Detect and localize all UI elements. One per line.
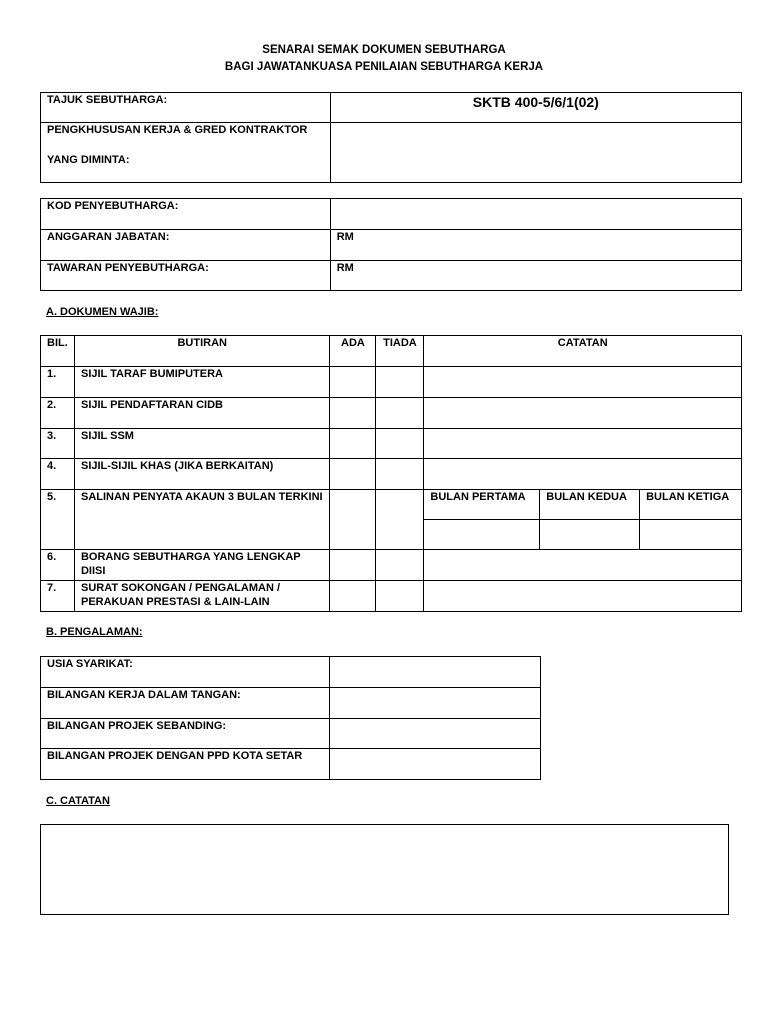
tiada-cell[interactable] xyxy=(376,367,424,398)
ada-cell[interactable] xyxy=(330,367,376,398)
row-bil: 5. xyxy=(41,490,75,550)
tiada-cell[interactable] xyxy=(376,459,424,490)
tiada-cell[interactable] xyxy=(376,398,424,429)
table-header-row xyxy=(41,336,742,367)
row-butiran: BORANG SEBUTHARGA YANG LENGKAP DIISI xyxy=(74,550,329,581)
pengkhususan-label: PENGKHUSUSAN KERJA & GRED KONTRAKTOR xyxy=(47,124,308,136)
ada-cell[interactable] xyxy=(330,581,376,612)
tajuk-label: TAJUK SEBUTHARGA: xyxy=(41,93,331,123)
usia-label: USIA SYARIKAT: xyxy=(41,657,330,688)
row-bil: 3. xyxy=(41,429,75,459)
bulan-kedua-label: BULAN KEDUA xyxy=(540,490,640,520)
kerja-dalam-tangan-label: BILANGAN KERJA DALAM TANGAN: xyxy=(41,688,330,719)
projek-ppd-value[interactable] xyxy=(330,749,541,780)
tiada-cell[interactable] xyxy=(376,581,424,612)
row-butiran-line2: PERAKUAN PRESTASI & LAIN-LAIN xyxy=(80,596,270,608)
dokumen-wajib-table xyxy=(40,335,742,612)
row-bil: 4. xyxy=(41,459,75,490)
kod-value[interactable] xyxy=(330,199,741,230)
table-row xyxy=(41,581,742,612)
document-title-line1: SENARAI SEMAK DOKUMEN SEBUTHARGA xyxy=(262,44,506,56)
row-bil: 1. xyxy=(41,367,75,398)
table-row xyxy=(41,719,541,749)
section-b-heading: B. PENGALAMAN: xyxy=(46,626,143,638)
row-butiran-line1: SURAT SOKONGAN / PENGALAMAN / xyxy=(80,582,281,594)
catatan-cell[interactable] xyxy=(424,550,742,581)
bulan-pertama-cell[interactable] xyxy=(424,520,540,550)
bulan-pertama-label: BULAN PERTAMA xyxy=(424,490,540,520)
table-row xyxy=(41,367,742,398)
tiada-cell[interactable] xyxy=(376,550,424,581)
document-title-line2: BAGI JAWATANKUASA PENILAIAN SEBUTHARGA KERJA xyxy=(224,61,544,73)
bulan-ketiga-cell[interactable] xyxy=(640,520,742,550)
row-butiran: SIJIL PENDAFTARAN CIDB xyxy=(74,398,329,429)
row-bil: 7. xyxy=(41,581,75,612)
catatan-cell[interactable] xyxy=(424,367,742,398)
tiada-cell[interactable] xyxy=(376,429,424,459)
tiada-cell[interactable] xyxy=(376,490,424,550)
section-c-heading: C. CATATAN xyxy=(46,795,110,807)
row-butiran: SIJIL-SIJIL KHAS (JIKA BERKAITAN) xyxy=(74,459,329,490)
row-butiran xyxy=(74,581,329,612)
catatan-cell[interactable] xyxy=(424,398,742,429)
usia-value[interactable] xyxy=(330,657,541,688)
row-butiran: SIJIL SSM xyxy=(74,429,329,459)
anggaran-label: ANGGARAN JABATAN: xyxy=(41,230,331,261)
catatan-cell[interactable] xyxy=(424,581,742,612)
ada-cell[interactable] xyxy=(330,459,376,490)
anggaran-value[interactable]: RM xyxy=(330,230,741,261)
ada-cell[interactable] xyxy=(330,550,376,581)
projek-ppd-label: BILANGAN PROJEK DENGAN PPD KOTA SETAR xyxy=(41,749,330,780)
pengkhususan-value[interactable] xyxy=(330,123,741,183)
table-row xyxy=(41,490,742,520)
table-row xyxy=(41,688,541,719)
table-row xyxy=(41,398,742,429)
col-ada: ADA xyxy=(330,336,376,367)
tajuk-value[interactable]: SKTB 400-5/6/1(02) xyxy=(330,93,741,123)
ada-cell[interactable] xyxy=(330,398,376,429)
row-bil: 6. xyxy=(41,550,75,581)
col-butiran: BUTIRAN xyxy=(74,336,329,367)
bulan-ketiga-label: BULAN KETIGA xyxy=(640,490,742,520)
section-a-heading: A. DOKUMEN WAJIB: xyxy=(46,306,159,318)
kerja-dalam-tangan-value[interactable] xyxy=(330,688,541,719)
pengalaman-table xyxy=(40,656,541,780)
table-row xyxy=(41,749,541,780)
table-row xyxy=(41,657,541,688)
col-tiada: TIADA xyxy=(376,336,424,367)
pengkhususan-cell xyxy=(41,123,331,183)
diminta-label: YANG DIMINTA: xyxy=(47,154,130,166)
tajuk-table xyxy=(40,92,742,183)
projek-sebanding-value[interactable] xyxy=(330,719,541,749)
ada-cell[interactable] xyxy=(330,490,376,550)
catatan-box[interactable] xyxy=(40,824,729,915)
kod-label: KOD PENYEBUTHARGA: xyxy=(41,199,331,230)
row-bil: 2. xyxy=(41,398,75,429)
catatan-cell[interactable] xyxy=(424,459,742,490)
table-row xyxy=(41,459,742,490)
table-row xyxy=(41,429,742,459)
ada-cell[interactable] xyxy=(330,429,376,459)
tawaran-label: TAWARAN PENYEBUTHARGA: xyxy=(41,261,331,291)
bulan-kedua-cell[interactable] xyxy=(540,520,640,550)
col-bil: BIL. xyxy=(41,336,75,367)
col-catatan: CATATAN xyxy=(424,336,742,367)
tawaran-value[interactable]: RM xyxy=(330,261,741,291)
row-butiran: SIJIL TARAF BUMIPUTERA xyxy=(74,367,329,398)
projek-sebanding-label: BILANGAN PROJEK SEBANDING: xyxy=(41,719,330,749)
table-row xyxy=(41,550,742,581)
catatan-cell[interactable] xyxy=(424,429,742,459)
row-butiran: SALINAN PENYATA AKAUN 3 BULAN TERKINI xyxy=(74,490,329,550)
info-table xyxy=(40,198,742,291)
